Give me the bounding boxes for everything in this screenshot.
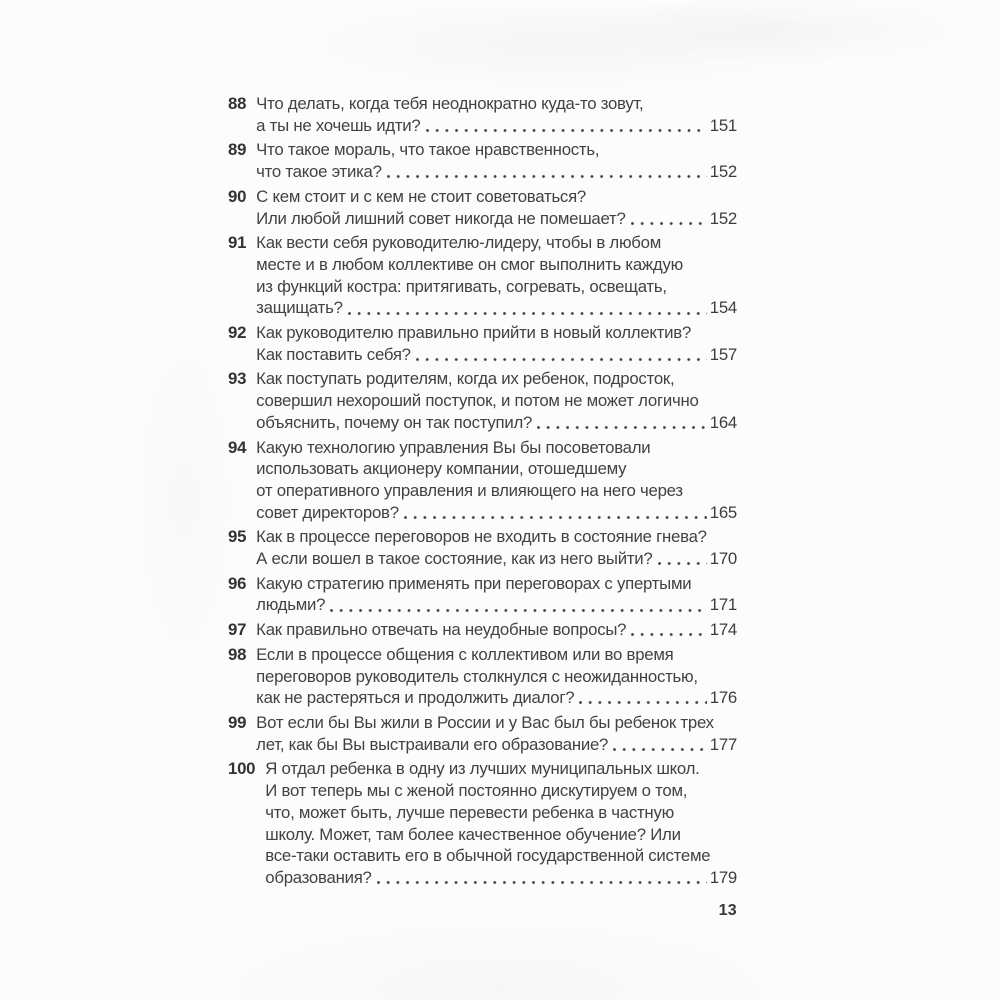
toc-entry <box>228 368 737 433</box>
table-of-contents <box>228 93 737 892</box>
toc-line-text: Как в процессе переговоров не входить в состояние гнева? <box>256 527 707 547</box>
toc-line <box>265 824 737 846</box>
toc-line-text: что, может быть, лучше перевести ребенка в частную <box>265 802 674 822</box>
toc-entry <box>228 186 737 229</box>
toc-line <box>265 802 737 824</box>
toc-entry-body <box>256 186 737 229</box>
toc-entry-number: 98 <box>228 644 247 664</box>
toc-line <box>256 93 737 115</box>
toc-line-text: Какую технологию управления Вы бы посоветовали <box>256 437 651 457</box>
toc-line <box>256 115 737 137</box>
toc-line <box>256 502 737 524</box>
toc-line-text: объяснить, почему он так поступил? <box>256 412 533 432</box>
toc-entry-number: 97 <box>228 620 247 640</box>
toc-entry <box>228 619 737 641</box>
toc-line-text: как не растеряться и продолжить диалог? <box>256 688 575 708</box>
toc-line <box>256 644 737 666</box>
toc-line-text: А если вошел в такое состояние, как из него выйти? <box>256 549 653 569</box>
toc-entry-page-number: 176 <box>709 688 737 708</box>
leader-dots <box>579 687 706 709</box>
toc-line-text: месте и в любом коллективе он смог выполнить каждую <box>256 254 683 274</box>
toc-entry-body <box>256 93 737 136</box>
toc-entry-body <box>256 322 737 365</box>
toc-entry-page-number: 174 <box>709 620 737 640</box>
toc-line <box>256 161 737 183</box>
toc-line-text: лет, как бы Вы выстраивали его образование? <box>256 734 609 754</box>
toc-line <box>256 368 737 390</box>
toc-line-text: совет директоров? <box>256 502 399 522</box>
toc-line <box>256 412 737 434</box>
toc-entry-number: 95 <box>228 527 247 547</box>
toc-line-text: переговоров руководитель столкнулся с неожиданностью, <box>256 666 698 686</box>
toc-line-text: а ты не хочешь идти? <box>256 115 421 135</box>
toc-entry <box>228 437 737 524</box>
toc-line-text: С кем стоит и с кем не стоит советоваться? <box>256 186 586 206</box>
toc-line <box>265 758 737 780</box>
toc-line <box>256 480 737 502</box>
toc-line <box>256 573 737 595</box>
toc-entry-page-number: 151 <box>709 115 737 135</box>
toc-line <box>256 322 737 344</box>
toc-entry-number: 96 <box>228 573 247 593</box>
toc-entry <box>228 526 737 569</box>
toc-line-text: от оперативного управления и влияющего на него через <box>256 480 683 500</box>
toc-entry-body <box>256 368 737 433</box>
toc-line <box>256 344 737 366</box>
toc-entry-page-number: 157 <box>709 344 737 364</box>
toc-line <box>256 548 737 570</box>
toc-entry-number: 92 <box>228 323 247 343</box>
leader-dots <box>348 297 707 319</box>
toc-line <box>256 437 737 459</box>
toc-entry <box>228 93 737 136</box>
toc-line <box>256 208 737 230</box>
leader-dots <box>404 502 707 524</box>
leader-dots <box>631 619 707 641</box>
toc-entry-body <box>256 644 737 709</box>
toc-line-text: Что делать, когда тебя неоднократно куда-то зовут, <box>256 94 644 113</box>
toc-line-text: Или любой лишний совет никогда не помешает? <box>256 208 626 228</box>
toc-line-text: образования? <box>265 867 372 887</box>
toc-entry-number: 100 <box>228 759 256 779</box>
toc-entry <box>228 712 737 755</box>
toc-line-text: школу. Может, там более качественное обучение? Или <box>265 824 681 844</box>
toc-line-text: Как руководителю правильно прийти в новый коллектив? <box>256 323 692 343</box>
toc-line-text: из функций костра: притягивать, согревать, освещать, <box>256 276 667 296</box>
toc-line-text: Как правильно отвечать на неудобные вопросы? <box>256 620 627 640</box>
toc-entry-page-number: 164 <box>709 412 737 432</box>
toc-line-text: Вот если бы Вы жили в России и у Вас был бы ребенок трех <box>256 712 714 732</box>
toc-entry-page-number: 177 <box>709 734 737 754</box>
toc-entry <box>228 644 737 709</box>
toc-line <box>256 526 737 548</box>
leader-dots <box>416 344 707 366</box>
toc-line <box>256 458 737 480</box>
leader-dots <box>426 115 707 137</box>
toc-line-text: И вот теперь мы с женой постоянно дискутируем о том, <box>265 781 688 801</box>
toc-line <box>256 594 737 616</box>
toc-entry-body <box>256 139 737 182</box>
toc-line-text: Какую стратегию применять при переговорах с упертыми <box>256 573 692 593</box>
toc-entry-page-number: 154 <box>709 298 737 318</box>
toc-line <box>265 867 737 889</box>
toc-entry-body <box>256 712 737 755</box>
leader-dots <box>658 548 707 570</box>
toc-entry-number: 99 <box>228 712 247 732</box>
toc-entry-number: 93 <box>228 369 247 389</box>
toc-entry-number: 88 <box>228 94 247 113</box>
toc-line <box>265 780 737 802</box>
toc-line <box>256 297 737 319</box>
toc-line-text: все-таки оставить его в обычной государственной системе <box>265 846 711 866</box>
toc-line-text: использовать акционеру компании, отошедшему <box>256 459 627 479</box>
toc-line <box>256 666 737 688</box>
leader-dots <box>387 161 707 183</box>
toc-entry-number: 90 <box>228 186 247 206</box>
toc-entry <box>228 758 737 888</box>
toc-line-text: что такое этика? <box>256 162 382 182</box>
toc-line <box>256 232 737 254</box>
toc-entry-body <box>256 526 737 569</box>
toc-entry-number: 89 <box>228 140 247 160</box>
toc-line-text: защищать? <box>256 298 343 318</box>
leader-dots <box>613 734 707 756</box>
toc-entry-number: 91 <box>228 233 247 253</box>
toc-line-text: Что такое мораль, что такое нравственность, <box>256 140 600 160</box>
toc-entry-body <box>256 573 737 616</box>
toc-line-text: Если в процессе общения с коллективом или во время <box>256 644 674 664</box>
toc-line-text: Как поступать родителям, когда их ребенок, подросток, <box>256 369 675 389</box>
toc-line <box>256 276 737 298</box>
toc-entry-page-number: 171 <box>709 595 737 615</box>
toc-line <box>256 139 737 161</box>
toc-entry <box>228 232 737 319</box>
toc-line <box>256 390 737 412</box>
toc-line-text: Как поставить себя? <box>256 344 411 364</box>
toc-line-text: совершил нехороший поступок, и потом не может логично <box>256 391 699 411</box>
toc-line-text: людьми? <box>256 595 326 615</box>
toc-entry-page-number: 170 <box>709 549 737 569</box>
toc-entry-body <box>256 232 737 319</box>
leader-dots <box>377 867 707 889</box>
leader-dots <box>330 594 707 616</box>
toc-entry-number: 94 <box>228 437 247 457</box>
toc-line-text: Как вести себя руководителю-лидеру, чтобы в любом <box>256 233 662 253</box>
toc-line <box>265 845 737 867</box>
toc-entry <box>228 139 737 182</box>
toc-entry-body <box>256 437 737 524</box>
toc-entry <box>228 322 737 365</box>
toc-entry-page-number: 152 <box>709 162 737 182</box>
toc-line-text: Я отдал ребенка в одну из лучших муниципальных школ. <box>265 759 700 779</box>
toc-line <box>256 186 737 208</box>
leader-dots <box>537 412 707 434</box>
toc-entry-page-number: 152 <box>709 208 737 228</box>
toc-entry <box>228 573 737 616</box>
toc-entry-body <box>256 619 737 641</box>
toc-line <box>256 254 737 276</box>
toc-entry-body <box>265 758 737 888</box>
toc-line <box>256 712 737 734</box>
toc-entry-page-number: 179 <box>709 867 737 887</box>
page-number-footer: 13 <box>718 902 737 919</box>
toc-line <box>256 734 737 756</box>
toc-line <box>256 619 737 641</box>
toc-line <box>256 687 737 709</box>
leader-dots <box>631 208 707 230</box>
toc-entry-page-number: 165 <box>709 502 737 522</box>
